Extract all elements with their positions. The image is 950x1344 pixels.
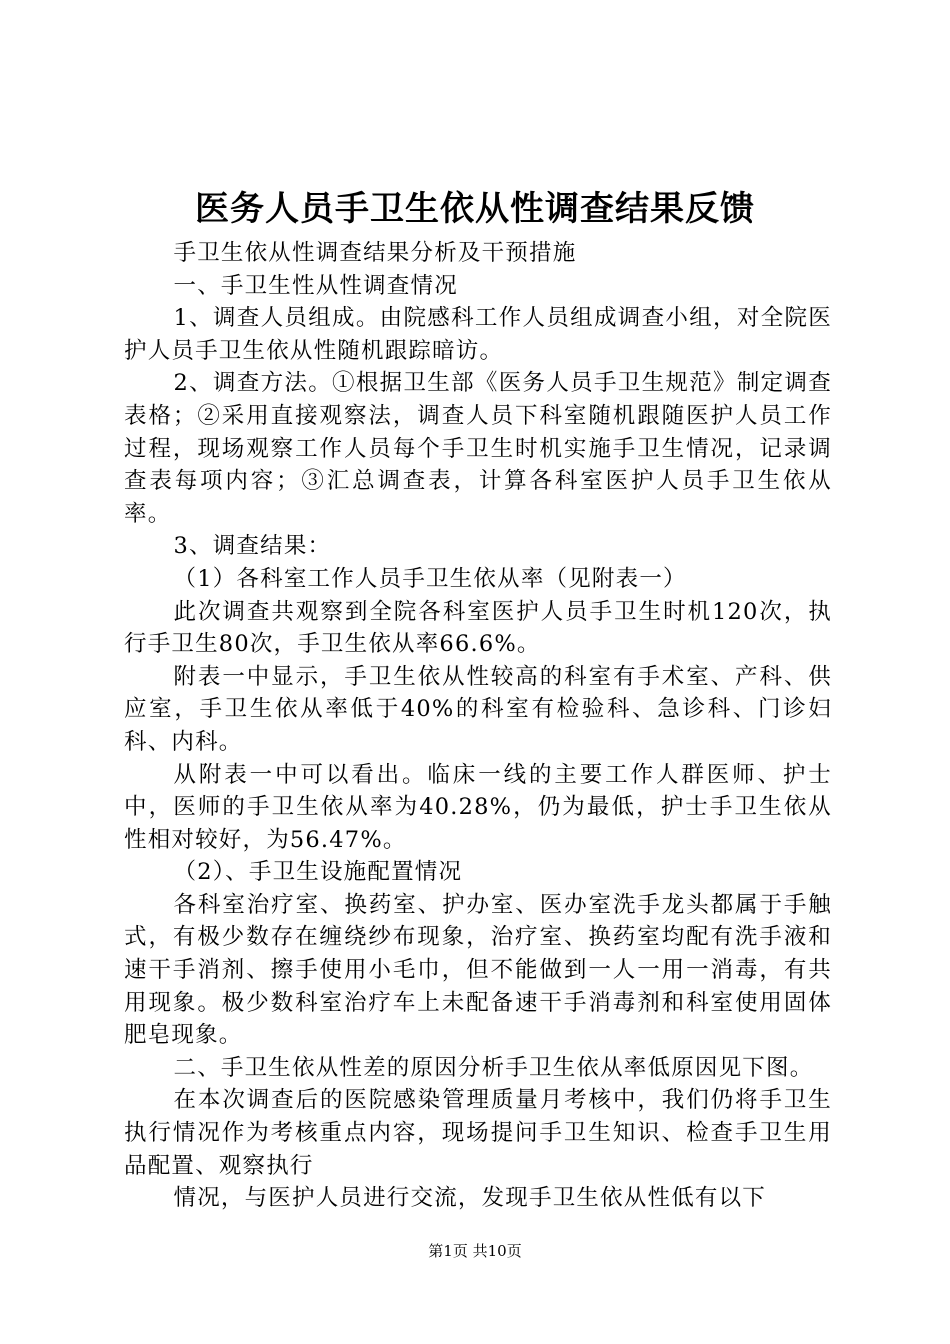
paragraph-survey-method: 2、调查方法。①根据卫生部《医务人员手卫生规范》制定调查表格；②采用直接观察法，调查人员下科室随机跟随医护人员工作过程，现场观察工作人员每个手卫生时机实施手卫生情况，记录调查表每项内容；③汇总调查表，计算各科室医护人员手卫生依从率。 <box>124 370 832 527</box>
document-title: 医务人员手卫生依从性调查结果反馈 <box>195 189 755 229</box>
paragraph-section-2-heading: 二、手卫生依从性差的原因分析手卫生依从率低原因见下图。 <box>173 1054 814 1081</box>
paragraph-communication: 情况，与医护人员进行交流，发现手卫生依从性低有以下 <box>173 1185 767 1212</box>
paragraph-department-rates: 附表一中显示，手卫生依从性较高的科室有手术室、产科、供应室，手卫生依从率低于40%的科室有检验科、急诊科、门诊妇科、内科。 <box>124 663 832 755</box>
paragraph-subsection-2-heading: （2）、手卫生设施配置情况 <box>173 859 463 886</box>
paragraph-monthly-assessment: 在本次调查后的医院感染管理质量月考核中，我们仍将手卫生执行情况作为考核重点内容，现场提问手卫生知识、检查手卫生用品配置、观察执行 <box>124 1087 832 1179</box>
paragraph-subsection-1-heading: （1）各科室工作人员手卫生依从率（见附表一） <box>173 565 687 592</box>
paragraph-survey-results-heading: 3、调查结果： <box>173 533 332 560</box>
document-body <box>124 237 832 1215</box>
paragraph-overall-rate: 此次调查共观察到全院各科室医护人员手卫生时机120次，执行手卫生80次，手卫生依从率66.6%。 <box>124 598 832 658</box>
paragraph-survey-staff: 1、调查人员组成。由院感科工作人员组成调查小组，对全院医护人员手卫生依从性随机跟踪暗访。 <box>124 305 832 364</box>
page-footer: 第1页 共10页 <box>428 1242 522 1260</box>
paragraph-section-1-heading: 一、手卫生性从性调查情况 <box>173 272 458 299</box>
paragraph-facilities: 各科室治疗室、换药室、护办室、医办室洗手龙头都属于手触式，有极少数存在缠绕纱布现象，治疗室、换药室均配有洗手液和速干手消剂、擦手使用小毛巾，但不能做到一人一用一消毒，有共用现象。极少数科室治疗车上未配备速干手消毒剂和科室使用固体肥皂现象。 <box>124 891 832 1049</box>
paragraph-subtitle: 手卫生依从性调查结果分析及干预措施 <box>173 240 577 266</box>
paragraph-staff-rates: 从附表一中可以看出。临床一线的主要工作人群医师、护士中，医师的手卫生依从率为40.28%，仍为最低，护士手卫生依从性相对较好，为56.47%。 <box>124 761 832 853</box>
